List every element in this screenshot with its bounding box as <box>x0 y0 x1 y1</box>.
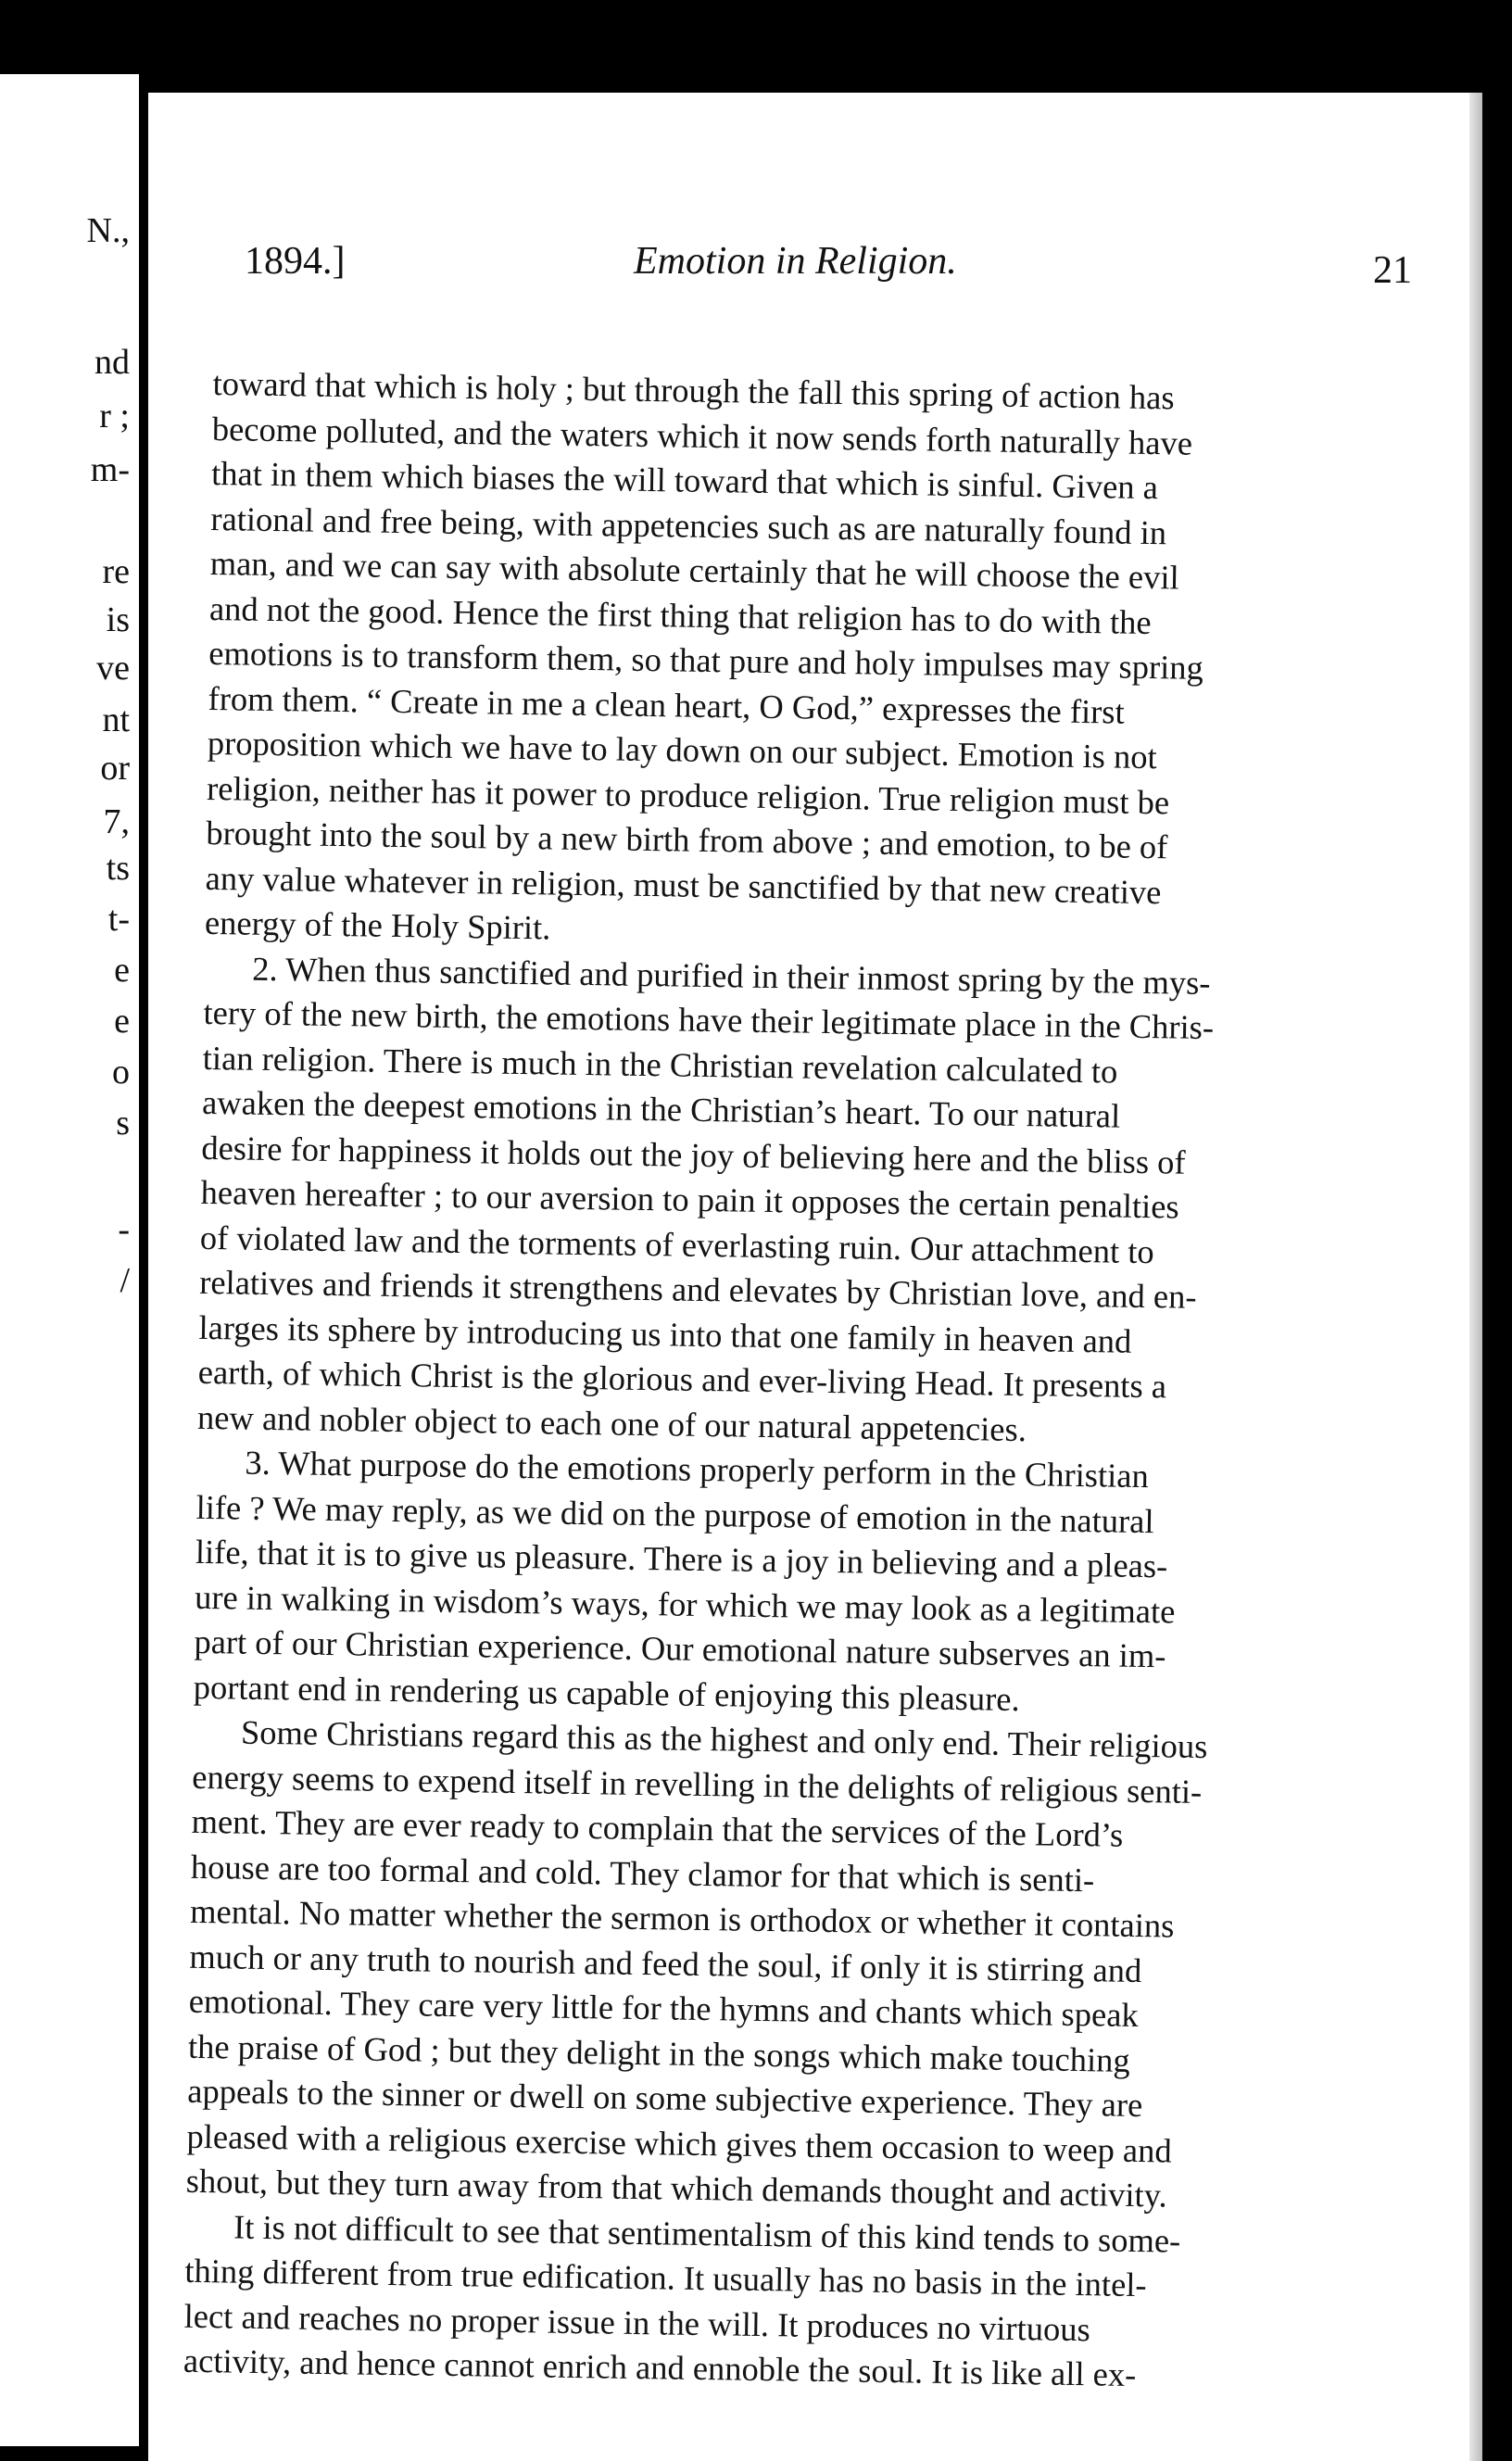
text-line: house are too formal and cold. They clamor for that which is senti- <box>190 1847 1095 1899</box>
text-line: thing different from true edification. It usually has no basis in the intel- <box>184 2251 1147 2304</box>
text-line: life ? We may reply, as we did on the purpose of emotion in the natural <box>195 1487 1154 1540</box>
body-text <box>183 361 1418 2402</box>
text-line: heaven hereafter ; to our aversion to pain it opposes the certain penalties <box>200 1172 1179 1226</box>
left-page-fragment: o <box>112 1053 130 1092</box>
text-line: awaken the deepest emotions in the Christian’s heart. To our natural <box>201 1082 1121 1135</box>
left-page-fragment: ve <box>96 649 130 688</box>
text-line: tian religion. There is much in the Christian revelation calculated to <box>202 1038 1118 1091</box>
text-line: mental. No matter whether the sermon is orthodox or whether it contains <box>189 1891 1175 1945</box>
text-line: tery of the new birth, the emotions have their legitimate place in the Chris- <box>203 992 1215 1047</box>
left-page-fragment: 7, <box>103 802 130 841</box>
text-line: life, that it is to give us pleasure. There is a joy in believing and a pleas- <box>195 1532 1168 1585</box>
running-title: Emotion in Religion. <box>634 240 957 283</box>
text-line: 3. What purpose do the emotions properly perform in the Christian <box>245 1443 1150 1496</box>
text-line: that in them which biases the will toward that which is sinful. Given a <box>210 453 1159 507</box>
left-page-fragment: / <box>120 1261 130 1300</box>
text-line: part of our Christian experience. Our emotional nature subserves an im- <box>194 1622 1166 1675</box>
text-line: proposition which we have to lay down on our subject. Emotion is not <box>207 723 1157 776</box>
text-line: of violated law and the torments of everlasting ruin. Our attachment to <box>199 1218 1154 1270</box>
left-page-fragment: re <box>102 552 130 591</box>
text-line: energy seems to expend itself in revelling in the delights of religious senti- <box>192 1757 1203 1811</box>
left-page-fragment: m- <box>90 450 130 489</box>
text-line: much or any truth to nourish and feed the soul, if only it is stirring and <box>189 1937 1142 1989</box>
text-line: the praise of God ; but they delight in the songs which make touching <box>187 2026 1130 2079</box>
text-line: It is not difficult to see that sentimentalism of this kind tends to some- <box>233 2207 1181 2260</box>
text-line: new and nobler object to each one of our natural appetencies. <box>196 1397 1027 1448</box>
running-header <box>245 239 1421 295</box>
paragraph <box>183 2203 1391 2401</box>
text-line: any value whatever in religion, must be sanctified by that new creative <box>205 858 1162 911</box>
left-page-fragment: t- <box>107 900 130 939</box>
running-year: 1894.] <box>245 240 346 283</box>
left-page-fragment: nd <box>94 343 130 382</box>
text-line: relatives and friends it strengthens and elevates by Christian love, and en- <box>198 1262 1197 1316</box>
text-line: desire for happiness it holds out the joy of believing here and the bliss of <box>201 1128 1186 1181</box>
left-page-fragment: e <box>114 951 130 990</box>
text-line: lect and reaches no proper issue in the will. It produces no virtuous <box>183 2296 1091 2348</box>
left-page-fragment: s <box>116 1104 130 1142</box>
text-line: Some Christians regard this as the highest and only end. Their religious <box>240 1712 1208 1766</box>
text-line: portant end in rendering us capable of enjoying this pleasure. <box>193 1667 1020 1718</box>
text-line: 2. When thus sanctified and purified in their inmost spring by the mys- <box>251 949 1211 1002</box>
text-line: from them. “ Create in me a clean heart, O God,” expresses the first <box>208 678 1125 731</box>
text-line: man, and we can say with absolute certainly that he will choose the evil <box>209 543 1179 597</box>
paragraph <box>197 945 1409 1458</box>
text-line: ure in walking in wisdom’s ways, for which we may look as a legitimate <box>194 1577 1176 1631</box>
text-line: brought into the soul by a new birth from above ; and emotion, to be of <box>206 813 1168 866</box>
left-page-fragment: ts <box>106 849 130 888</box>
left-page-fragment: or <box>100 749 130 788</box>
page-number: 21 <box>1373 249 1412 292</box>
paragraph <box>205 361 1418 964</box>
text-line: energy of the Holy Spirit. <box>204 902 551 947</box>
text-line: and not the good. Hence the first thing that religion has to do with the <box>208 588 1152 641</box>
text-line: rational and free being, with appetencies such as are naturally found in <box>210 499 1167 551</box>
left-page-fragment: N., <box>86 211 130 250</box>
left-page-fragment: e <box>114 1002 130 1041</box>
text-line: emotional. They care very little for the hymns and chants which speak <box>188 1981 1140 2035</box>
left-page-fragment: is <box>106 600 130 639</box>
text-line: become polluted, and the waters which it now sends forth naturally have <box>211 409 1193 462</box>
text-line: pleased with a religious exercise which gives them occasion to weep and <box>186 2116 1173 2170</box>
left-page-fragment: - <box>118 1210 130 1249</box>
paragraph <box>193 1440 1401 1727</box>
text-line: earth, of which Christ is the glorious and ever-living Head. It presents a <box>197 1352 1167 1406</box>
left-page-edge <box>0 74 141 2446</box>
text-line: toward that which is holy ; but through the fall this spring of action has <box>212 363 1175 417</box>
left-page-fragment: nt <box>102 700 130 739</box>
text-line: larges its sphere by introducing us into that one family in heaven and <box>198 1307 1132 1360</box>
right-page <box>148 93 1482 2461</box>
text-line: ment. They are ever ready to complain that the services of the Lord’s <box>191 1801 1124 1854</box>
text-line: activity, and hence cannot enrich and ennoble the soul. It is like all ex- <box>183 2341 1137 2394</box>
text-line: religion, neither has it power to produce religion. True religion must be <box>206 768 1170 821</box>
paragraph <box>186 1710 1398 2222</box>
left-page-fragment: r ; <box>99 397 130 435</box>
text-line: emotions is to transform them, so that pure and holy impulses may spring <box>208 633 1204 687</box>
text-line: shout, but they turn away from that which demands thought and activity. <box>185 2161 1168 2215</box>
text-line: appeals to the sinner or dwell on some subjective experience. They are <box>187 2071 1143 2125</box>
